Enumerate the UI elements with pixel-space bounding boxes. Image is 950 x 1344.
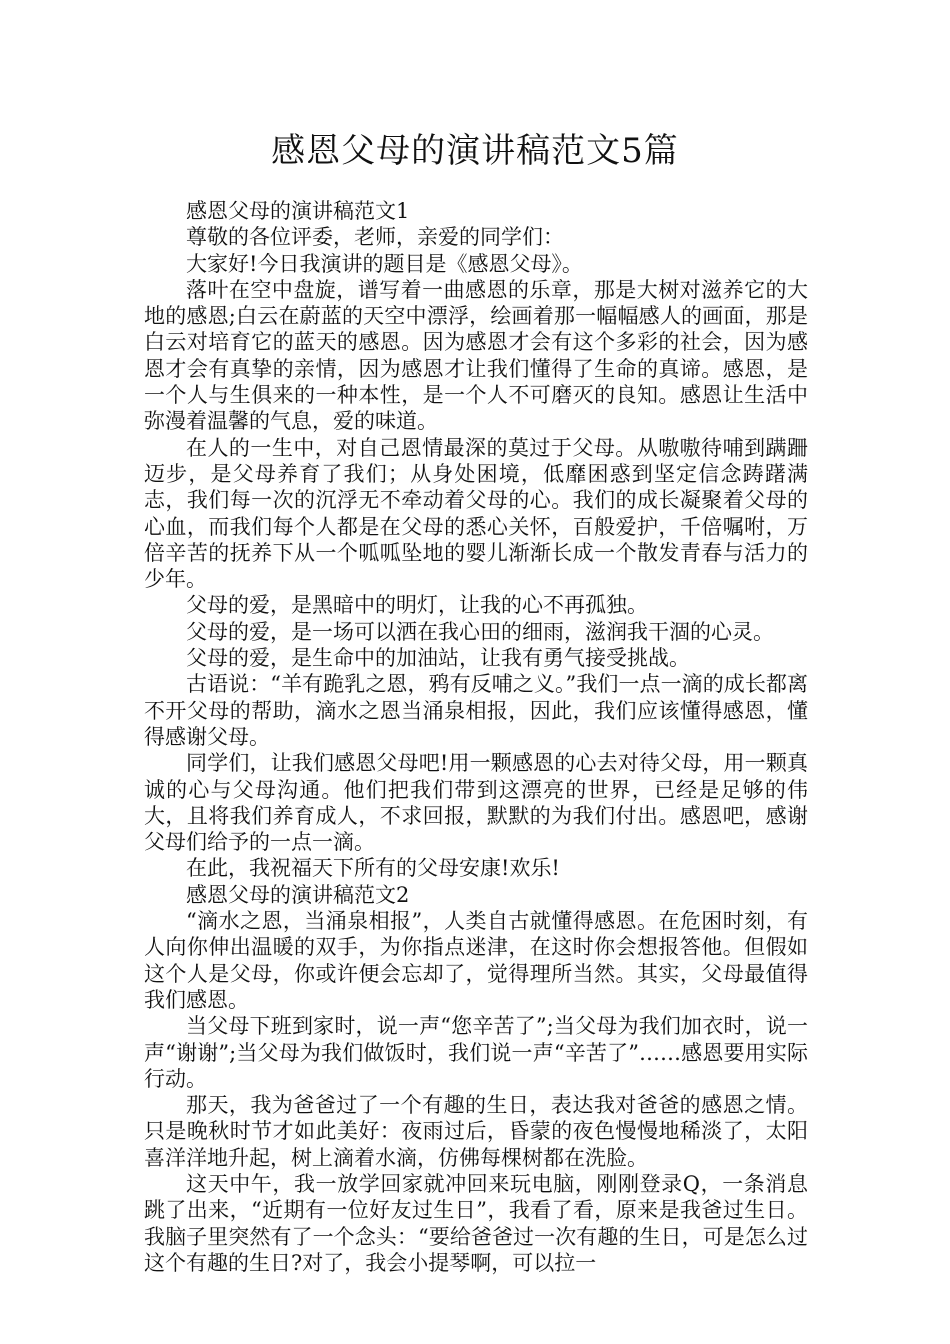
paragraph: 同学们，让我们感恩父母吧!用一颗感恩的心去对待父母，用一颗真诚的心与父母沟通。他们把我们带到这漂亮的世界，已经是足够的伟大，且将我们养育成人，不求回报，默默的为我们付出。感恩吧，感谢父母们给予的一点一滴。	[144, 751, 808, 855]
paragraph: 在此，我祝福天下所有的父母安康!欢乐!	[186, 856, 560, 881]
paragraph: “滴水之恩，当涌泉相报”，人类自古就懂得感恩。在危困时刻，有人向你伸出温暖的双手，为你指点迷津，在这时你会想报答他。但假如这个人是父母，你或许便会忘却了，觉得理所当然。其实，父母最值得我们感恩。	[144, 909, 808, 1012]
document-title: 感恩父母的演讲稿范文5篇	[271, 131, 679, 171]
paragraph-heading-2: 感恩父母的演讲稿范文2	[186, 882, 410, 907]
paragraph: 在人的一生中，对自己恩情最深的莫过于父母。从嗷嗷待哺到蹒跚迈步，是父母养育了我们；从身处困境，低靡困惑到坚定信念踌躇满志，我们每一次的沉浮无不牵动着父母的心。我们的成长凝聚着父母的心血，而我们每个人都是在父母的悉心关怀，百般爱护，千倍嘱咐，万倍辛苦的抚养下从一个呱呱坠地的婴儿渐渐长成一个散发青春与活力的少年。	[144, 435, 808, 592]
paragraph: 那天，我为爸爸过了一个有趣的生日，表达我对爸爸的感恩之情。只是晚秋时节才如此美好：夜雨过后，昏蒙的夜色慢慢地稀淡了，太阳喜洋洋地升起，树上滴着水滴，仿佛每棵树都在洗脸。	[144, 1093, 808, 1170]
paragraph-greeting: 大家好!今日我演讲的题目是《感恩父母》。	[186, 251, 583, 276]
document-body	[144, 198, 808, 1276]
paragraph: 父母的爱，是一场可以洒在我心田的细雨，滋润我干涸的心灵。	[186, 619, 774, 644]
paragraph-salutation: 尊敬的各位评委，老师，亲爱的同学们：	[186, 225, 564, 250]
paragraph: 这天中午，我一放学回家就冲回来玩电脑，刚刚登录Q，一条消息跳了出来，“近期有一位好友过生日”，我看了看，原来是我爸过生日。我脑子里突然有了一个念头：“要给爸爸过一次有趣的生日，可是怎么过这个有趣的生日?对了，我会小提琴啊，可以拉一	[144, 1171, 808, 1275]
paragraph: 父母的爱，是黑暗中的明灯，让我的心不再孤独。	[186, 593, 648, 618]
paragraph: 古语说：“羊有跪乳之恩，鸦有反哺之义。”我们一点一滴的成长都离不开父母的帮助，滴水之恩当涌泉相报，因此，我们应该懂得感恩，懂得感谢父母。	[144, 672, 808, 749]
paragraph-heading-1: 感恩父母的演讲稿范文1	[186, 199, 410, 223]
paragraph: 落叶在空中盘旋，谱写着一曲感恩的乐章，那是大树对滋养它的大地的感恩;白云在蔚蓝的天空中漂浮，绘画着那一幅幅感人的画面，那是白云对培育它的蓝天的感恩。因为感恩才会有这个多彩的社会，因为感恩才会有真挚的亲情，因为感恩才让我们懂得了生命的真谛。感恩，是一个人与生俱来的一种本性，是一个人不可磨灭的良知。感恩让生活中弥漫着温馨的气息，爱的味道。	[144, 277, 808, 434]
paragraph: 当父母下班到家时，说一声“您辛苦了”;当父母为我们加衣时，说一声“谢谢”;当父母为我们做饭时，我们说一声“辛苦了”……感恩要用实际行动。	[144, 1014, 808, 1091]
paragraph: 父母的爱，是生命中的加油站，让我有勇气接受挑战。	[186, 646, 690, 671]
